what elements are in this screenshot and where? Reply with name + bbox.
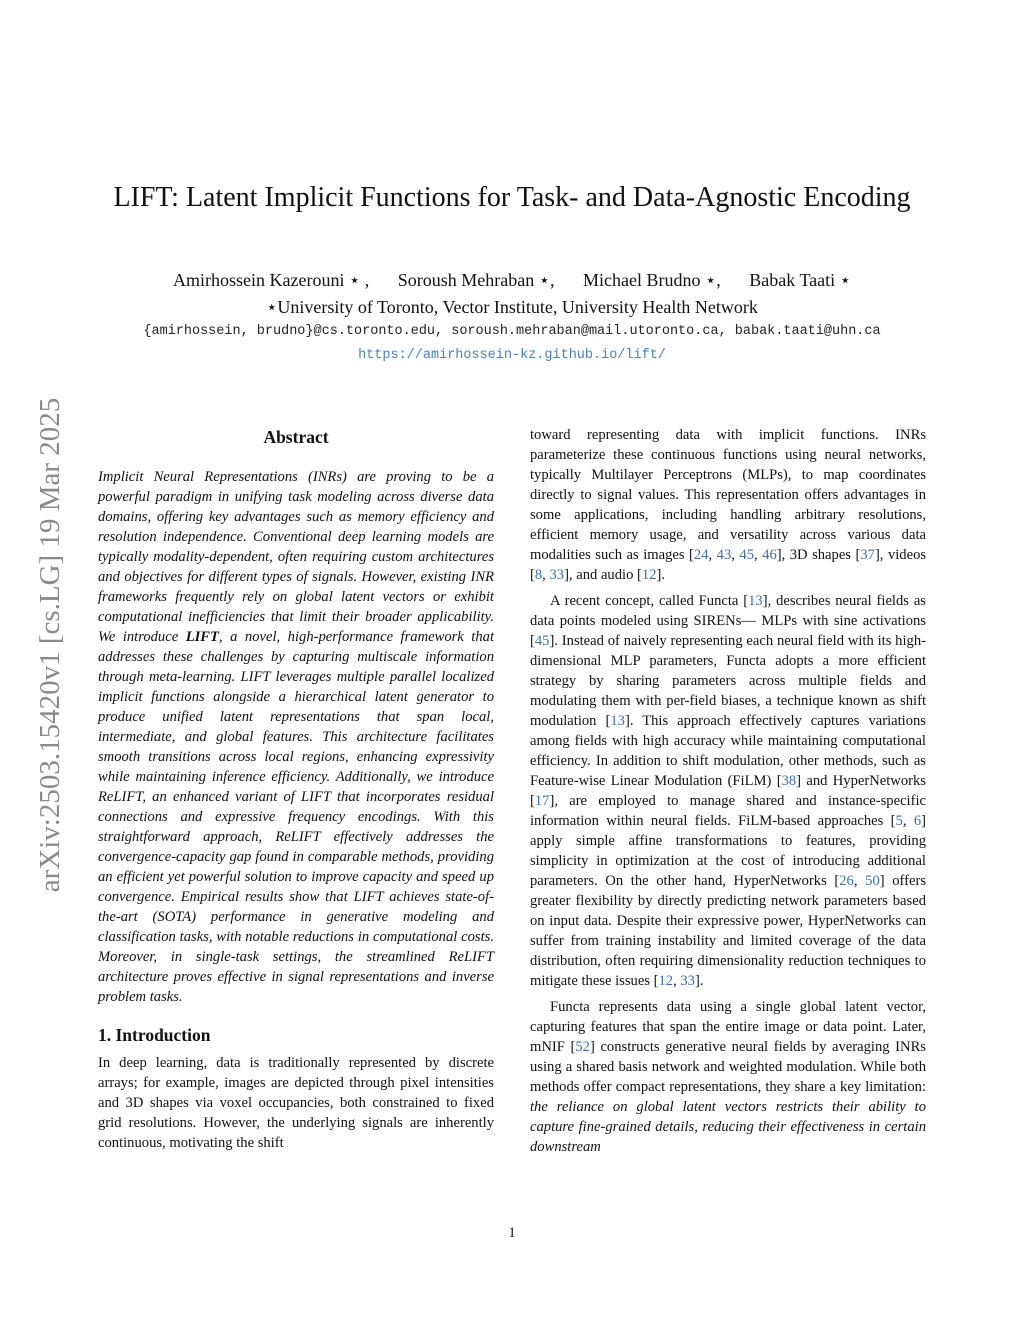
citation-link[interactable]: 45 <box>739 547 754 563</box>
citation-link[interactable]: 52 <box>575 1039 590 1055</box>
citation-link[interactable]: 6 <box>913 813 922 829</box>
left-column <box>98 425 494 1153</box>
citation-link[interactable]: 46 <box>762 547 777 563</box>
citation-link[interactable]: 13 <box>610 713 625 729</box>
body-paragraph: Functa represents data using a single global latent vector, capturing features that span the entire image or data point. Later, mNIF [52] constructs generative neural fields by averaging INRs using a shared basis network and weighted modulation. While both methods offer compact representations, they share a key limitation: the reliance on global latent vectors restricts their ability to capture fine-grained details, reducing their effectiveness in certain downstream <box>530 999 926 1155</box>
author-name: Amirhossein Kazerouni ⋆ , <box>173 270 370 290</box>
citation-link[interactable]: 37 <box>860 547 875 563</box>
intro-paragraph: In deep learning, data is traditionally represented by discrete arrays; for example, images are depicted through pixel intensities and 3D shapes via voxel occupancies, both constrained to fixed grid resolutions. However, the underlying signals are inherently continuous, motivating the shift <box>98 1055 494 1151</box>
citation-link[interactable]: 45 <box>534 633 550 649</box>
citation-link[interactable]: 33 <box>680 973 695 989</box>
citation-link[interactable]: 12 <box>641 567 657 583</box>
citation-link[interactable]: 24 <box>693 547 709 563</box>
affiliation: ⋆University of Toronto, Vector Institute, University Health Network <box>266 297 758 317</box>
author-name: Soroush Mehraban ⋆, <box>397 270 555 290</box>
author-emails: {amirhossein, brudno}@cs.toronto.edu, soroush.mehraban@mail.utoronto.ca, babak.taati@uhn.ca <box>143 324 881 339</box>
author-name: Michael Brudno ⋆, <box>583 270 721 290</box>
citation-link[interactable]: 26 <box>839 873 854 889</box>
author-name: Babak Taati ⋆ <box>749 270 851 290</box>
emphasized-text: the reliance on global latent vectors restricts their ability to capture fine-grained details, reducing their effectiveness in certain downstream <box>530 1099 926 1155</box>
page-number: 1 <box>508 1225 516 1241</box>
lift-bold-name: LIFT <box>185 629 219 645</box>
citation-link[interactable]: 5 <box>895 813 903 829</box>
project-url-link[interactable]: https://amirhossein-kz.github.io/lift/ <box>358 348 666 363</box>
right-column <box>530 425 926 1157</box>
body-paragraph: toward representing data with implicit functions. INRs parameterize these continuous functions using neural networks, typically Multilayer Perceptrons (MLPs), to map coordinates directly to signal values. This representation offers advantages in some applications, including handling arbitrary resolutions, efficient memory usage, and versatility across various data modalities such as images [24, 43, 45, 46], 3D shapes [37], videos [8, 33], and audio [12]. <box>530 427 927 583</box>
citation-link[interactable]: 43 <box>716 547 732 563</box>
citation-link[interactable]: 38 <box>781 773 797 789</box>
citation-link[interactable]: 50 <box>865 873 880 889</box>
arxiv-identifier: arXiv:2503.15420v1 [cs.LG] 19 Mar 2025 <box>34 397 66 893</box>
abstract-text: Implicit Neural Representations (INRs) are proving to be a powerful paradigm in unifying task modeling across diverse data domains, offering key advantages such as memory efficiency and resolution independence. Conventional deep learning models are typically modality-dependent, often requiring custom architectures and objectives for different types of signals. However, existing INR frameworks frequently rely on global latent vectors or exhibit computational inefficiencies that limit their broader applicability. We introduce LIFT, a novel, high-performance framework that addresses these challenges by capturing multiscale information through meta-learning. LIFT leverages multiple parallel localized implicit functions alongside a hierarchical latent generator to produce unified latent representations that span local, intermediate, and global features. This architecture facilitates smooth transitions across local regions, enhancing expressivity while maintaining inference efficiency. Additionally, we introduce ReLIFT, an enhanced variant of LIFT that incorporates residual connections and expressive frequency encodings. With this straightforward approach, ReLIFT effectively addresses the convergence-capacity gap found in comparable methods, providing an efficient yet powerful solution to improve capacity and speed up convergence. Empirical results show that LIFT achieves state-of-the-art (SOTA) performance in generative modeling and classification tasks, with notable reductions in computational costs. Moreover, in single-task settings, the streamlined ReLIFT architecture proves effective in signal representations and inverse problem tasks. <box>98 469 494 1005</box>
citation-link[interactable]: 33 <box>549 567 565 583</box>
paper-title: LIFT: Latent Implicit Functions for Task- and Data-Agnostic Encoding <box>113 182 911 213</box>
citation-link[interactable]: 12 <box>658 973 674 989</box>
citation-link[interactable]: 17 <box>534 793 550 809</box>
citation-link[interactable]: 8 <box>534 567 543 583</box>
abstract-heading: Abstract <box>263 427 329 447</box>
author-list <box>0 268 1024 292</box>
body-paragraph: A recent concept, called Functa [13], describes neural fields as data points modeled using SIRENs— MLPs with sine activations [45]. Instead of naively representing each neural field with its high-dimensional MLP parameters, Functa adopts a more efficient strategy by sharing parameters across multiple fields and modulating them with per-field biases, a technique known as shift modulation [13]. This approach effectively captures variations among fields with high accuracy while maintaining computational efficiency. In addition to shift modulation, other methods, such as Feature-wise Linear Modulation (FiLM) [38] and HyperNetworks [17], are employed to manage shared and instance-specific information within neural fields. FiLM-based approaches [5, 6] apply simple affine transformations to features, providing simplicity in optimization at the cost of introducing additional parameters. On the other hand, HyperNetworks [26, 50] offers greater flexibility by directly predicting network parameters based on input data. Despite their expressive power, HyperNetworks can suffer from training instability and limited coverage of the data distribution, often requiring dimensionality reduction techniques to mitigate these issues [12, 33]. <box>530 593 927 989</box>
citation-link[interactable]: 13 <box>748 593 763 609</box>
section-heading-introduction: 1. Introduction <box>98 1025 211 1045</box>
